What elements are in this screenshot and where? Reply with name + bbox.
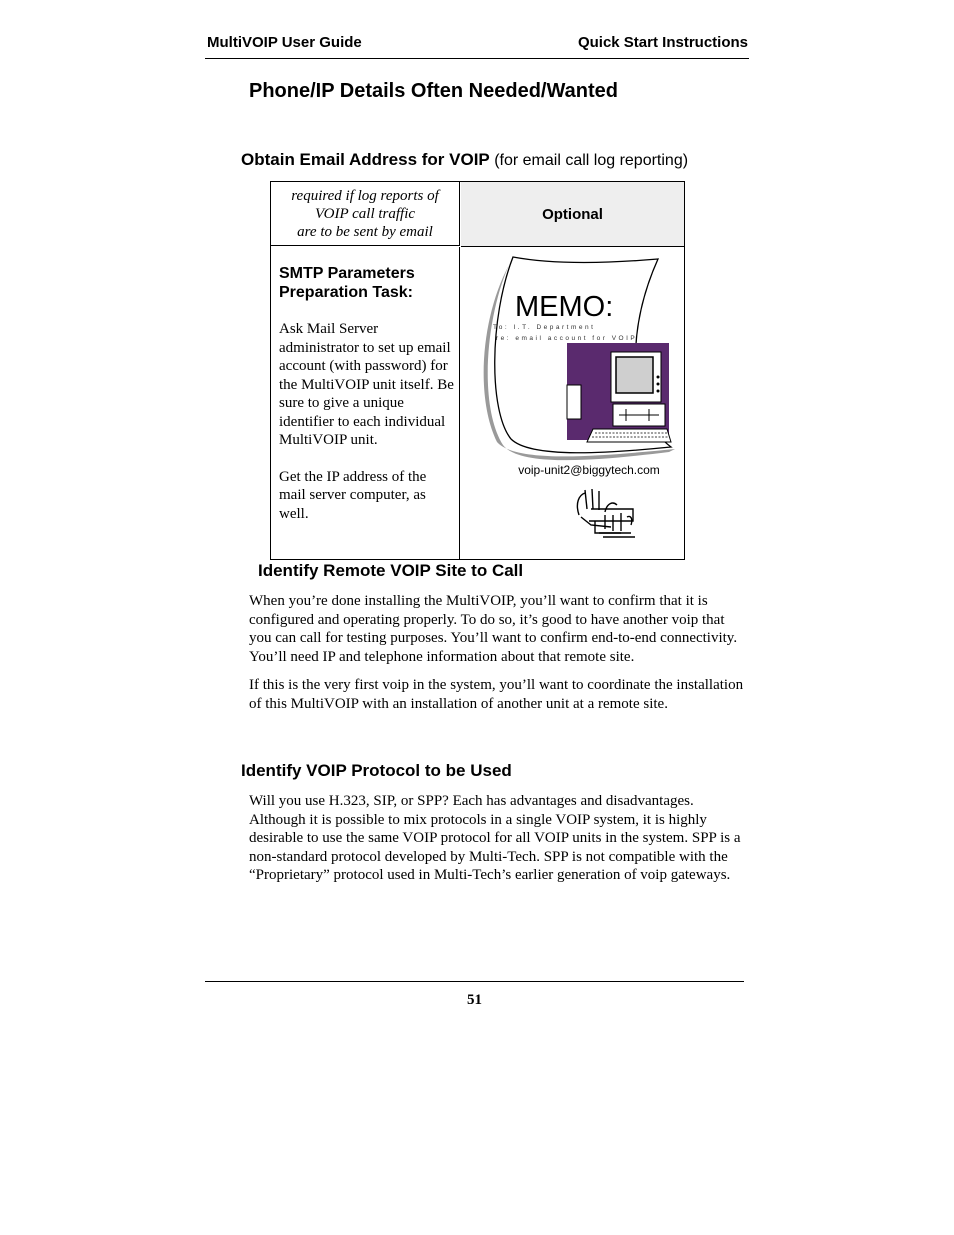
computer-icon [567, 343, 671, 442]
memo-re-line: re: email account for VOIP [496, 335, 638, 342]
smtp-task-ip-note: Get the IP address of the mail server computer, as well. [279, 468, 427, 522]
protocol-paragraph: Will you use H.323, SIP, or SPP? Each has advantages and disadvantages. Although it is possible to mix protocols in a single VOIP system, it is highly desirable to use the same VOIP protocol for all VOIP units in the system. SPP is a non-standard protocol developed by Multi-Tech. SPP is not compatible with the “Proprietary” protocol used in Multi-Tech’s earlier generation of voip gateways. [249, 793, 741, 883]
remote-site-paragraph-1: When you’re done installing the MultiVOIP, you’ll want to confirm that it is configured and operating properly. To do so, it’s good to have another voip that you can call for testing purposes. You’ll want to confirm end-to-end connectivity. You’ll need IP and telephone information about that remote site. [249, 593, 738, 665]
header-rule [205, 58, 749, 59]
email-heading-text: Obtain Email Address for VOIP [241, 150, 490, 169]
page-heading: Phone/IP Details Often Needed/Wanted [249, 80, 618, 102]
smtp-task-title-line-2: Preparation Task: [279, 284, 413, 301]
smtp-task-title-line-1: SMTP Parameters [279, 265, 415, 282]
email-requirements-table [270, 181, 685, 560]
memo-title: MEMO: [515, 291, 614, 323]
smtp-task-instructions: Ask Mail Server administrator to set up email account (with password) for the MultiVOIP unit itself. Be sure to give a unique identifier to each individual MultiVOIP unit. [279, 321, 454, 448]
email-heading-note: (for email call log reporting) [494, 152, 689, 169]
required-line-3: are to be sent by email [297, 224, 433, 240]
required-line-1: required if log reports of [291, 188, 439, 204]
protocol-heading: Identify VOIP Protocol to be Used [241, 761, 512, 780]
optional-label: Optional [542, 205, 603, 223]
running-header-title: MultiVOIP User Guide [207, 34, 362, 51]
remote-site-paragraph-2: If this is the very first voip in the system, you’ll want to coordinate the installation of this MultiVOIP with an installation of another unit at a remote site. [249, 677, 744, 712]
smtp-task-title [279, 264, 455, 302]
required-cell [271, 182, 460, 246]
remote-site-heading: Identify Remote VOIP Site to Call [258, 561, 524, 580]
required-line-2: VOIP call traffic [314, 206, 416, 222]
running-header-section: Quick Start Instructions [577, 34, 748, 51]
footer-rule [205, 981, 744, 982]
memo-to-line: To: I.T. Department [493, 324, 596, 331]
optional-cell [461, 182, 684, 247]
typing-hands-icon [577, 489, 635, 537]
smtp-task-cell [271, 247, 460, 559]
memo-email-address: voip-unit2@biggytech.com [518, 463, 660, 477]
email-section-heading [241, 150, 688, 170]
page-number: 51 [467, 992, 482, 1008]
memo-illustration [461, 247, 684, 559]
memo-illustration-cell [461, 247, 684, 559]
